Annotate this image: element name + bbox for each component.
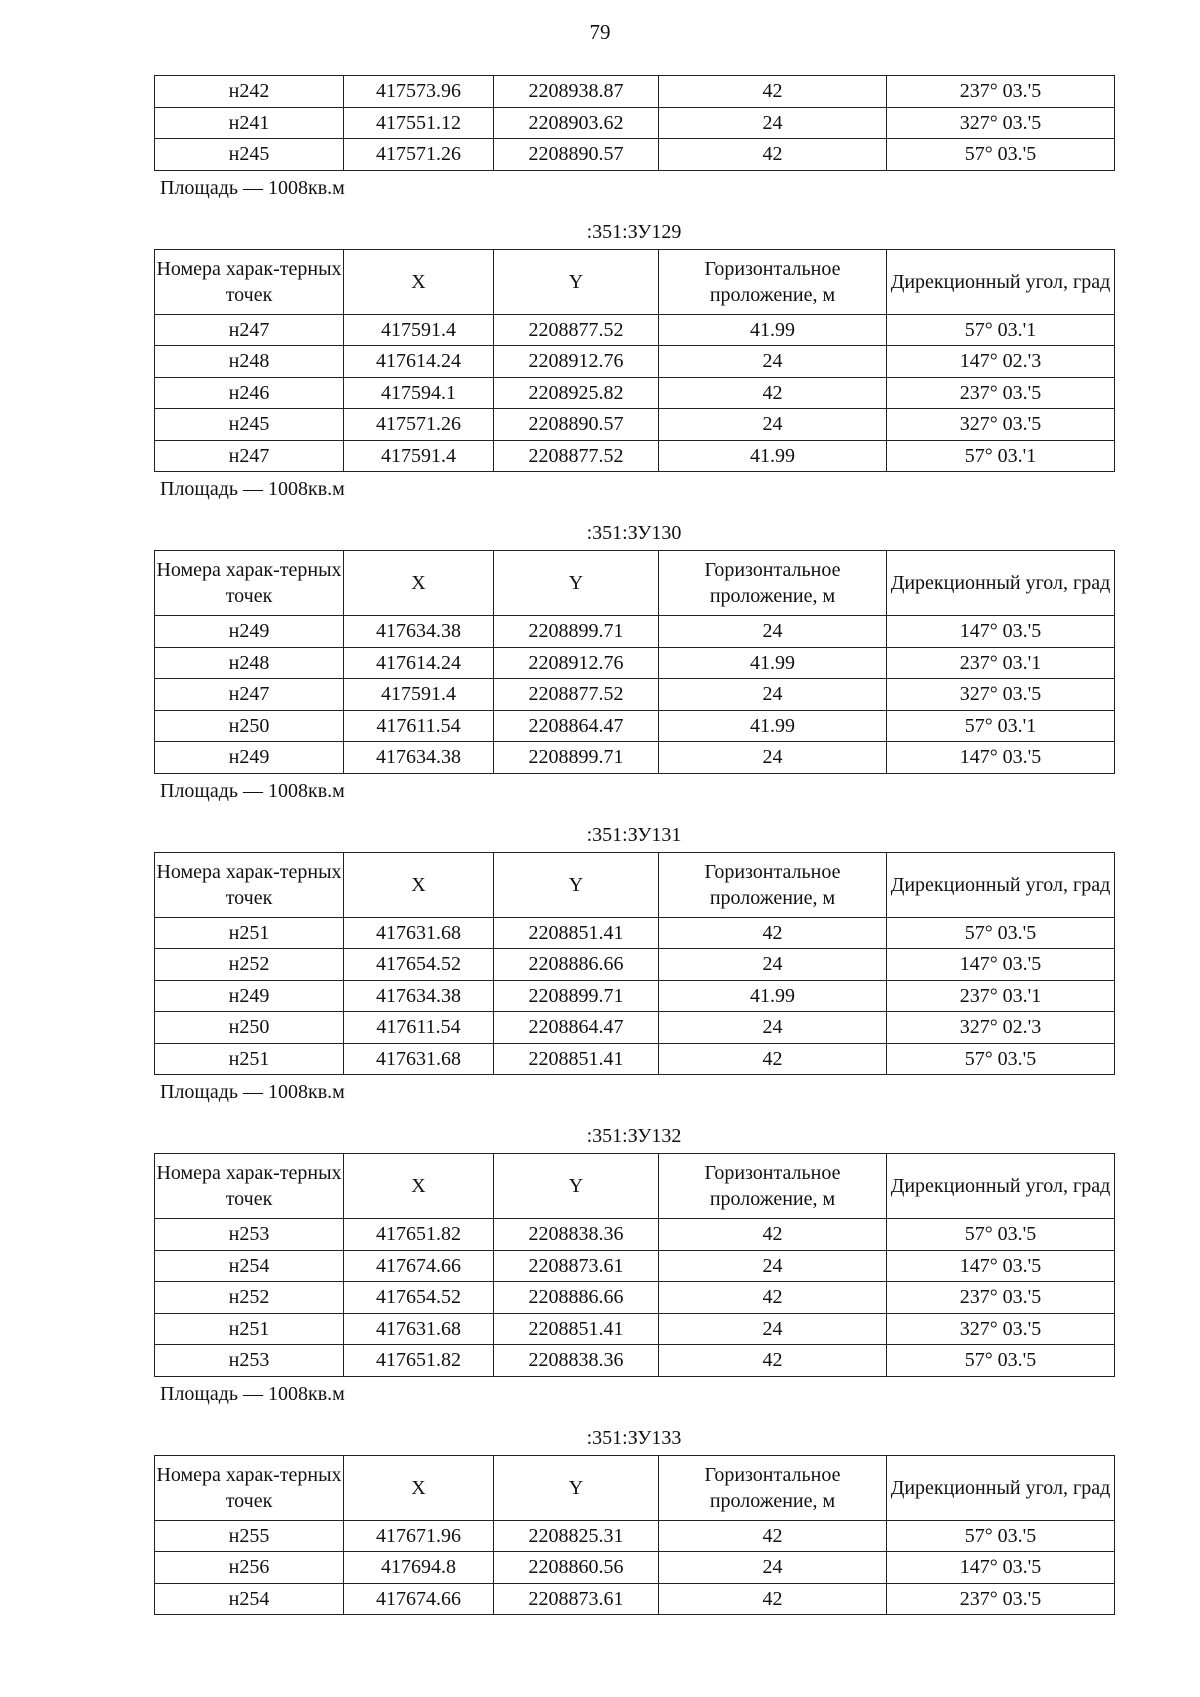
section-block — [154, 215, 1114, 507]
table-row — [155, 440, 1115, 472]
cell-angle: 237° 03.'5 — [887, 1583, 1115, 1615]
coordinates-table — [154, 75, 1115, 171]
section-block — [154, 75, 1114, 205]
cell-point: н251 — [155, 917, 344, 949]
area-label: Площадь — 1008кв.м — [160, 176, 345, 199]
cell-x: 417631.68 — [344, 1313, 494, 1345]
document-body — [154, 75, 1114, 1615]
header-angle: Дирекционный угол, град — [887, 852, 1115, 917]
cell-y: 2208899.71 — [494, 616, 659, 648]
cell-y: 2208860.56 — [494, 1552, 659, 1584]
coordinates-table — [154, 1153, 1115, 1377]
cell-point: н253 — [155, 1219, 344, 1251]
table-row — [155, 314, 1115, 346]
header-point: Номера харак-терных точек — [155, 1154, 344, 1219]
cell-angle: 147° 03.'5 — [887, 1552, 1115, 1584]
header-x: X — [344, 1154, 494, 1219]
table-row — [155, 980, 1115, 1012]
cell-y: 2208877.52 — [494, 440, 659, 472]
cell-angle: 327° 02.'3 — [887, 1012, 1115, 1044]
section-title: :351:ЗУ130 — [586, 522, 682, 544]
table-row — [155, 1012, 1115, 1044]
cell-y: 2208873.61 — [494, 1250, 659, 1282]
header-y: Y — [494, 1455, 659, 1520]
table-row — [155, 76, 1115, 108]
cell-distance: 24 — [659, 1552, 887, 1584]
cell-x: 417594.1 — [344, 377, 494, 409]
cell-angle: 57° 03.'5 — [887, 917, 1115, 949]
cell-angle: 237° 03.'1 — [887, 647, 1115, 679]
cell-distance: 42 — [659, 377, 887, 409]
table-row — [155, 1250, 1115, 1282]
cell-y: 2208938.87 — [494, 76, 659, 108]
cell-x: 417591.4 — [344, 440, 494, 472]
area-label: Площадь — 1008кв.м — [160, 478, 345, 500]
cell-angle: 57° 03.'5 — [887, 1043, 1115, 1075]
cell-x: 417591.4 — [344, 679, 494, 711]
cell-distance: 24 — [659, 1313, 887, 1345]
cell-point: н245 — [155, 409, 344, 441]
cell-distance: 42 — [659, 1043, 887, 1075]
cell-distance: 42 — [659, 1520, 887, 1552]
cell-y: 2208877.52 — [494, 679, 659, 711]
cell-angle: 237° 03.'5 — [887, 377, 1115, 409]
header-y: Y — [494, 852, 659, 917]
cell-y: 2208851.41 — [494, 1313, 659, 1345]
cell-distance: 41.99 — [659, 440, 887, 472]
cell-point: н256 — [155, 1552, 344, 1584]
table-row — [155, 616, 1115, 648]
coordinates-table — [154, 550, 1115, 774]
section-title: :351:ЗУ131 — [586, 823, 682, 846]
cell-point: н247 — [155, 440, 344, 472]
header-y: Y — [494, 249, 659, 314]
cell-y: 2208912.76 — [494, 346, 659, 378]
cell-x: 417591.4 — [344, 314, 494, 346]
cell-y: 2208899.71 — [494, 742, 659, 774]
cell-point: н252 — [155, 949, 344, 981]
cell-angle: 327° 03.'5 — [887, 679, 1115, 711]
cell-angle: 57° 03.'1 — [887, 710, 1115, 742]
cell-point: н241 — [155, 107, 344, 139]
cell-point: н254 — [155, 1583, 344, 1615]
cell-y: 2208912.76 — [494, 647, 659, 679]
cell-angle: 57° 03.'5 — [887, 139, 1115, 171]
table-row — [155, 917, 1115, 949]
cell-distance: 42 — [659, 917, 887, 949]
header-point: Номера харак-терных точек — [155, 551, 344, 616]
cell-angle: 57° 03.'1 — [887, 440, 1115, 472]
area-label: Площадь — 1008кв.м — [160, 1382, 345, 1405]
cell-point: н246 — [155, 377, 344, 409]
cell-point: н253 — [155, 1345, 344, 1377]
cell-point: н251 — [155, 1313, 344, 1345]
cell-y: 2208873.61 — [494, 1583, 659, 1615]
cell-x: 417631.68 — [344, 1043, 494, 1075]
cell-angle: 327° 03.'5 — [887, 409, 1115, 441]
cell-point: н247 — [155, 679, 344, 711]
coordinates-table — [154, 1455, 1115, 1616]
cell-y: 2208899.71 — [494, 980, 659, 1012]
table-row — [155, 377, 1115, 409]
section-title: :351:ЗУ133 — [586, 1426, 682, 1449]
header-x: X — [344, 852, 494, 917]
cell-point: н242 — [155, 76, 344, 108]
cell-angle: 147° 02.'3 — [887, 346, 1115, 378]
cell-x: 417674.66 — [344, 1583, 494, 1615]
header-distance: Горизонтальное проложение, м — [659, 249, 887, 314]
cell-point: н255 — [155, 1520, 344, 1552]
cell-point: н248 — [155, 647, 344, 679]
table-row — [155, 139, 1115, 171]
cell-distance: 24 — [659, 346, 887, 378]
cell-distance: 24 — [659, 107, 887, 139]
cell-angle: 147° 03.'5 — [887, 742, 1115, 774]
table-row — [155, 949, 1115, 981]
cell-point: н254 — [155, 1250, 344, 1282]
table-row — [155, 710, 1115, 742]
cell-x: 417634.38 — [344, 980, 494, 1012]
cell-point: н247 — [155, 314, 344, 346]
section-block — [154, 1421, 1114, 1616]
cell-distance: 41.99 — [659, 710, 887, 742]
cell-x: 417694.8 — [344, 1552, 494, 1584]
cell-distance: 42 — [659, 1583, 887, 1615]
cell-distance: 24 — [659, 1012, 887, 1044]
cell-y: 2208877.52 — [494, 314, 659, 346]
cell-x: 417573.96 — [344, 76, 494, 108]
cell-y: 2208890.57 — [494, 139, 659, 171]
header-angle: Дирекционный угол, град — [887, 1154, 1115, 1219]
cell-point: н250 — [155, 1012, 344, 1044]
cell-x: 417571.26 — [344, 409, 494, 441]
table-row — [155, 1219, 1115, 1251]
cell-x: 417651.82 — [344, 1345, 494, 1377]
cell-y: 2208886.66 — [494, 949, 659, 981]
cell-distance: 42 — [659, 139, 887, 171]
cell-angle: 57° 03.'5 — [887, 1219, 1115, 1251]
cell-distance: 42 — [659, 1345, 887, 1377]
header-point: Номера харак-терных точек — [155, 1455, 344, 1520]
cell-y: 2208838.36 — [494, 1345, 659, 1377]
cell-x: 417611.54 — [344, 710, 494, 742]
table-row — [155, 409, 1115, 441]
header-x: X — [344, 1455, 494, 1520]
cell-x: 417631.68 — [344, 917, 494, 949]
header-point: Номера харак-терных точек — [155, 249, 344, 314]
table-row — [155, 1552, 1115, 1584]
header-angle: Дирекционный угол, град — [887, 551, 1115, 616]
header-angle: Дирекционный угол, град — [887, 249, 1115, 314]
cell-x: 417611.54 — [344, 1012, 494, 1044]
cell-point: н249 — [155, 980, 344, 1012]
cell-point: н249 — [155, 742, 344, 774]
header-x: X — [344, 551, 494, 616]
cell-distance: 24 — [659, 1250, 887, 1282]
cell-x: 417674.66 — [344, 1250, 494, 1282]
cell-angle: 237° 03.'1 — [887, 980, 1115, 1012]
cell-point: н245 — [155, 139, 344, 171]
table-row — [155, 647, 1115, 679]
header-distance: Горизонтальное проложение, м — [659, 1455, 887, 1520]
cell-y: 2208851.41 — [494, 917, 659, 949]
cell-angle: 57° 03.'5 — [887, 1520, 1115, 1552]
cell-distance: 42 — [659, 1282, 887, 1314]
cell-point: н252 — [155, 1282, 344, 1314]
table-row — [155, 1313, 1115, 1345]
cell-angle: 147° 03.'5 — [887, 949, 1115, 981]
cell-x: 417671.96 — [344, 1520, 494, 1552]
section-block — [154, 516, 1114, 808]
cell-angle: 57° 03.'1 — [887, 314, 1115, 346]
cell-angle: 147° 03.'5 — [887, 616, 1115, 648]
cell-x: 417614.24 — [344, 346, 494, 378]
cell-distance: 42 — [659, 1219, 887, 1251]
cell-distance: 42 — [659, 76, 887, 108]
cell-angle: 237° 03.'5 — [887, 1282, 1115, 1314]
area-label: Площадь — 1008кв.м — [160, 779, 345, 802]
coordinates-table — [154, 249, 1115, 473]
table-row — [155, 1043, 1115, 1075]
cell-angle: 147° 03.'5 — [887, 1250, 1115, 1282]
cell-y: 2208886.66 — [494, 1282, 659, 1314]
cell-angle: 237° 03.'5 — [887, 76, 1115, 108]
page-number: 79 — [589, 20, 611, 44]
header-y: Y — [494, 551, 659, 616]
cell-point: н251 — [155, 1043, 344, 1075]
cell-y: 2208864.47 — [494, 710, 659, 742]
area-label: Площадь — 1008кв.м — [160, 1081, 345, 1103]
table-row — [155, 1282, 1115, 1314]
header-y: Y — [494, 1154, 659, 1219]
table-row — [155, 346, 1115, 378]
section-block — [154, 818, 1114, 1110]
cell-distance: 24 — [659, 409, 887, 441]
cell-point: н249 — [155, 616, 344, 648]
cell-distance: 24 — [659, 679, 887, 711]
header-distance: Горизонтальное проложение, м — [659, 551, 887, 616]
cell-angle: 327° 03.'5 — [887, 1313, 1115, 1345]
cell-distance: 24 — [659, 742, 887, 774]
cell-angle: 57° 03.'5 — [887, 1345, 1115, 1377]
cell-y: 2208903.62 — [494, 107, 659, 139]
cell-y: 2208890.57 — [494, 409, 659, 441]
table-row — [155, 1583, 1115, 1615]
cell-x: 417654.52 — [344, 949, 494, 981]
cell-y: 2208851.41 — [494, 1043, 659, 1075]
section-title: :351:ЗУ129 — [586, 220, 682, 243]
cell-distance: 41.99 — [659, 980, 887, 1012]
section-block — [154, 1119, 1114, 1411]
cell-y: 2208825.31 — [494, 1520, 659, 1552]
cell-y: 2208864.47 — [494, 1012, 659, 1044]
table-row — [155, 1345, 1115, 1377]
cell-point: н250 — [155, 710, 344, 742]
cell-x: 417614.24 — [344, 647, 494, 679]
cell-y: 2208925.82 — [494, 377, 659, 409]
table-row — [155, 107, 1115, 139]
header-point: Номера харак-терных точек — [155, 852, 344, 917]
section-title: :351:ЗУ132 — [586, 1125, 682, 1147]
cell-x: 417571.26 — [344, 139, 494, 171]
cell-x: 417651.82 — [344, 1219, 494, 1251]
cell-y: 2208838.36 — [494, 1219, 659, 1251]
table-header-row — [155, 1154, 1115, 1219]
header-x: X — [344, 249, 494, 314]
table-row — [155, 679, 1115, 711]
coordinates-table — [154, 852, 1115, 1076]
table-header-row — [155, 551, 1115, 616]
table-header-row — [155, 852, 1115, 917]
cell-distance: 41.99 — [659, 314, 887, 346]
table-row — [155, 742, 1115, 774]
cell-x: 417634.38 — [344, 616, 494, 648]
header-distance: Горизонтальное проложение, м — [659, 1154, 887, 1219]
cell-distance: 41.99 — [659, 647, 887, 679]
cell-point: н248 — [155, 346, 344, 378]
table-header-row — [155, 249, 1115, 314]
cell-distance: 24 — [659, 616, 887, 648]
table-row — [155, 1520, 1115, 1552]
table-header-row — [155, 1455, 1115, 1520]
cell-x: 417634.38 — [344, 742, 494, 774]
cell-distance: 24 — [659, 949, 887, 981]
header-angle: Дирекционный угол, град — [887, 1455, 1115, 1520]
cell-angle: 327° 03.'5 — [887, 107, 1115, 139]
cell-x: 417654.52 — [344, 1282, 494, 1314]
cell-x: 417551.12 — [344, 107, 494, 139]
header-distance: Горизонтальное проложение, м — [659, 852, 887, 917]
